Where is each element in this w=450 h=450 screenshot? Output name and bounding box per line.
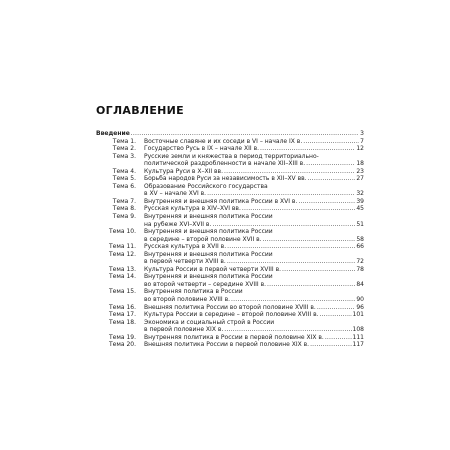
toc-entry-leader-line: [144, 205, 364, 213]
toc-entry-leader-line: [144, 198, 364, 206]
toc-topic-number: Тема 16.: [108, 303, 136, 311]
toc-page-number: 51: [356, 220, 364, 228]
toc-page-number: 84: [356, 280, 364, 288]
dot-leader: [227, 258, 356, 266]
dot-leader: [320, 311, 352, 319]
toc-entry-leader-line: [144, 236, 364, 244]
toc-topic-number: Тема 9.: [112, 213, 136, 221]
toc-topic-number: Тема 20.: [108, 341, 136, 349]
toc-page-number: 18: [356, 160, 364, 168]
toc-entry-leader-line: [144, 296, 364, 304]
toc-page-number: 12: [356, 145, 364, 153]
dot-leader: [267, 281, 355, 289]
toc-entry-leader-line: [144, 190, 364, 198]
dot-leader: [325, 334, 352, 342]
toc-entry: [96, 228, 364, 243]
toc-entry-body: [144, 319, 364, 334]
toc-entry-leader-line: [144, 266, 364, 274]
toc-entry-title-line: в XV – начале XVI в.: [144, 190, 207, 198]
toc-entry-title-line: в первой четверти XVIII в.: [144, 258, 226, 266]
toc-topic-number: Тема 8.: [112, 205, 136, 213]
toc-entry: [96, 198, 364, 206]
toc-entry-leader-line: [144, 138, 364, 146]
dot-leader: [298, 198, 355, 206]
toc-topic-number: Тема 13.: [108, 265, 136, 273]
toc-topic-number: Тема 7.: [112, 197, 136, 205]
toc-topic-number: Тема 17.: [108, 311, 136, 319]
toc-topic-number: Тема 15.: [108, 288, 136, 296]
toc-entry: [96, 341, 364, 349]
toc-entry-leader-line: [144, 281, 364, 289]
dot-leader: [303, 138, 359, 146]
toc-entry-body: [96, 130, 364, 138]
toc-topic-number: Тема 2.: [112, 145, 136, 153]
toc-page-number: 78: [356, 265, 364, 273]
toc-entry-leader-line: [144, 258, 364, 266]
dot-leader: [308, 175, 356, 183]
toc-entry-title-line: Внешняя политика России во второй половине XVIII в.: [144, 303, 316, 311]
toc-entry: [96, 251, 364, 266]
toc-entry-body: [144, 311, 364, 319]
toc-entry-body: [144, 266, 364, 274]
toc-entry-title-line: Внутренняя политика в России в первой половине XIX в.: [144, 333, 324, 341]
toc-entry: [96, 168, 364, 176]
toc-page-number: 66: [356, 243, 364, 251]
toc-topic-number: Тема 4.: [112, 167, 136, 175]
page-title: ОГЛАВЛЕНИЕ: [96, 104, 184, 117]
toc-entry-body: [144, 168, 364, 176]
toc-topic-number: Тема 6.: [112, 182, 136, 190]
toc-entry-title-line: Русская культура в XIV–XVI вв.: [144, 205, 241, 213]
toc-entry-leader-line: [144, 326, 364, 334]
toc-entry: [96, 288, 364, 303]
toc-entry-title-line: Восточные славяне и их соседи в VI – начале IX в.: [144, 137, 303, 145]
toc-entry-body: [144, 213, 364, 228]
toc-entry-title-line: на рубеже XVI–XVII в.: [144, 220, 212, 228]
toc-page-number: 111: [352, 333, 364, 341]
toc-entry-body: [144, 243, 364, 251]
toc-entry-title-line: Внутренняя и внешняя политика России: [144, 250, 273, 258]
toc-entry: [96, 334, 364, 342]
toc-entry-title-line: Борьба народов Руси за независимость в XII–XV вв.: [144, 175, 307, 183]
toc-entry: [96, 138, 364, 146]
toc-page-number: 58: [356, 235, 364, 243]
toc-entry-title-line: политической раздробленности в начале XII–XIII в.: [144, 160, 306, 168]
toc-entry-title-line: Государство Русь в IX – начале XII в.: [144, 145, 260, 153]
toc-entry-leader-line: [144, 341, 364, 349]
toc-entry: [96, 213, 364, 228]
dot-leader: [260, 145, 355, 153]
toc-entry-title-line: Культура России в первой четверти XVIII в.: [144, 265, 282, 273]
toc-page-number: 101: [352, 311, 364, 319]
toc-entry-title-line: Экономика и социальный строй в России: [144, 318, 275, 326]
toc-entry-leader-line: [144, 304, 364, 312]
toc-entry-leader-line: [144, 160, 364, 168]
toc-topic-number: Тема 12.: [108, 250, 136, 258]
toc-entry-title-line: в первой половине XIX в.: [144, 326, 224, 334]
toc-page-number: 23: [356, 167, 364, 175]
toc-topic-number: Тема 1.: [112, 137, 136, 145]
toc-entry-body: [144, 205, 364, 213]
toc-entry-title-line: Внутренняя политика в России: [144, 288, 243, 296]
toc-entry-body: [144, 138, 364, 146]
toc-entry-leader-line: [144, 175, 364, 183]
toc-entry-leader-line: [144, 334, 364, 342]
toc-entry-title-line: Культура Руси в X–XII вв.: [144, 167, 223, 175]
toc-entry: [96, 145, 364, 153]
toc-page-number: 39: [356, 197, 364, 205]
toc-entry-title-line: Внутренняя и внешняя политика России в XVI в.: [144, 197, 298, 205]
toc-entry-body: [144, 145, 364, 153]
toc-topic-number: Тема 18.: [108, 318, 136, 326]
toc-entry-title-line: Образование Российского государства: [144, 182, 268, 190]
toc-page-number: 3: [360, 130, 364, 137]
toc-entry: [96, 205, 364, 213]
dot-leader: [227, 243, 355, 251]
toc-entry-title-line: Внутренняя и внешняя политика России: [144, 213, 273, 221]
dot-leader: [231, 296, 355, 304]
toc-entry-leader-line: [144, 145, 364, 153]
toc-topic-number: Тема 14.: [108, 273, 136, 281]
dot-leader: [131, 130, 359, 138]
dot-leader: [263, 236, 356, 244]
dot-leader: [310, 341, 351, 349]
dot-leader: [282, 266, 355, 274]
dot-leader: [212, 221, 355, 229]
dot-leader: [242, 205, 355, 213]
toc-entry-body: [144, 198, 364, 206]
dot-leader: [306, 160, 355, 168]
toc-page-number: 45: [356, 205, 364, 213]
toc-page-number: 32: [356, 190, 364, 198]
toc-topic-number: Тема 5.: [112, 175, 136, 183]
toc-entry-body: [144, 304, 364, 312]
toc-entry: [96, 183, 364, 198]
toc-entry: [96, 311, 364, 319]
toc-page-number: 117: [352, 341, 364, 349]
toc-entry-body: [144, 341, 364, 349]
toc-page-number: 7: [360, 137, 364, 145]
toc-entry-title-line: Внешняя политика России в первой половине XIX в.: [144, 341, 310, 349]
toc-entry: [96, 319, 364, 334]
toc-entry-leader-line: [144, 311, 364, 319]
toc-page-number: 96: [356, 303, 364, 311]
toc-page-number: 90: [356, 296, 364, 304]
toc-entry-body: [144, 251, 364, 266]
toc-topic-number: Тема 11.: [108, 243, 136, 251]
dot-leader: [224, 326, 351, 334]
toc-entry-leader-line: [144, 243, 364, 251]
toc-entry-title-line: Введение: [96, 130, 130, 137]
toc-entry-title-line: в середине – второй половине XVII в.: [144, 235, 262, 243]
toc-entry: [96, 266, 364, 274]
toc-entry-title-line: Внутренняя и внешняя политика России: [144, 273, 273, 281]
toc-entry-title-line: во второй четверти – середине XVIII в.: [144, 280, 267, 288]
toc-entry-title-line: Внутренняя и внешняя политика России: [144, 228, 273, 236]
toc-entry-body: [144, 183, 364, 198]
toc-entry-body: [144, 334, 364, 342]
toc-entry-leader-line: [144, 168, 364, 176]
toc-entry-title-line: во второй половине XVIII в.: [144, 296, 231, 304]
toc-entry-title-line: Русские земли и княжества в период территориально-: [144, 152, 319, 160]
toc-entry-title-line: Культура России в середине – второй половине XVIII в.: [144, 311, 319, 319]
toc-entry-leader-line: [144, 221, 364, 229]
toc-entry-body: [144, 273, 364, 288]
toc-page-number: 108: [352, 326, 364, 334]
toc-entry: [96, 273, 364, 288]
table-of-contents: [96, 130, 364, 349]
toc-topic-number: Тема 19.: [108, 333, 136, 341]
toc-entry-body: [144, 153, 364, 168]
toc-entry-title-line: Русская культура в XVII в.: [144, 243, 227, 251]
toc-page-number: 72: [356, 258, 364, 266]
toc-entry-body: [144, 175, 364, 183]
toc-entry-body: [144, 288, 364, 303]
toc-entry: [96, 153, 364, 168]
dot-leader: [207, 190, 355, 198]
toc-entry-introduction: [96, 130, 364, 138]
toc-page-number: 27: [356, 175, 364, 183]
toc-entry: [96, 175, 364, 183]
toc-entry-body: [144, 228, 364, 243]
dot-leader: [224, 168, 355, 176]
toc-entry: [96, 243, 364, 251]
toc-entry: [96, 304, 364, 312]
dot-leader: [317, 304, 356, 312]
toc-entry-leader-line: [96, 130, 364, 138]
toc-topic-number: Тема 10.: [108, 228, 136, 236]
toc-topic-number: Тема 3.: [112, 152, 136, 160]
